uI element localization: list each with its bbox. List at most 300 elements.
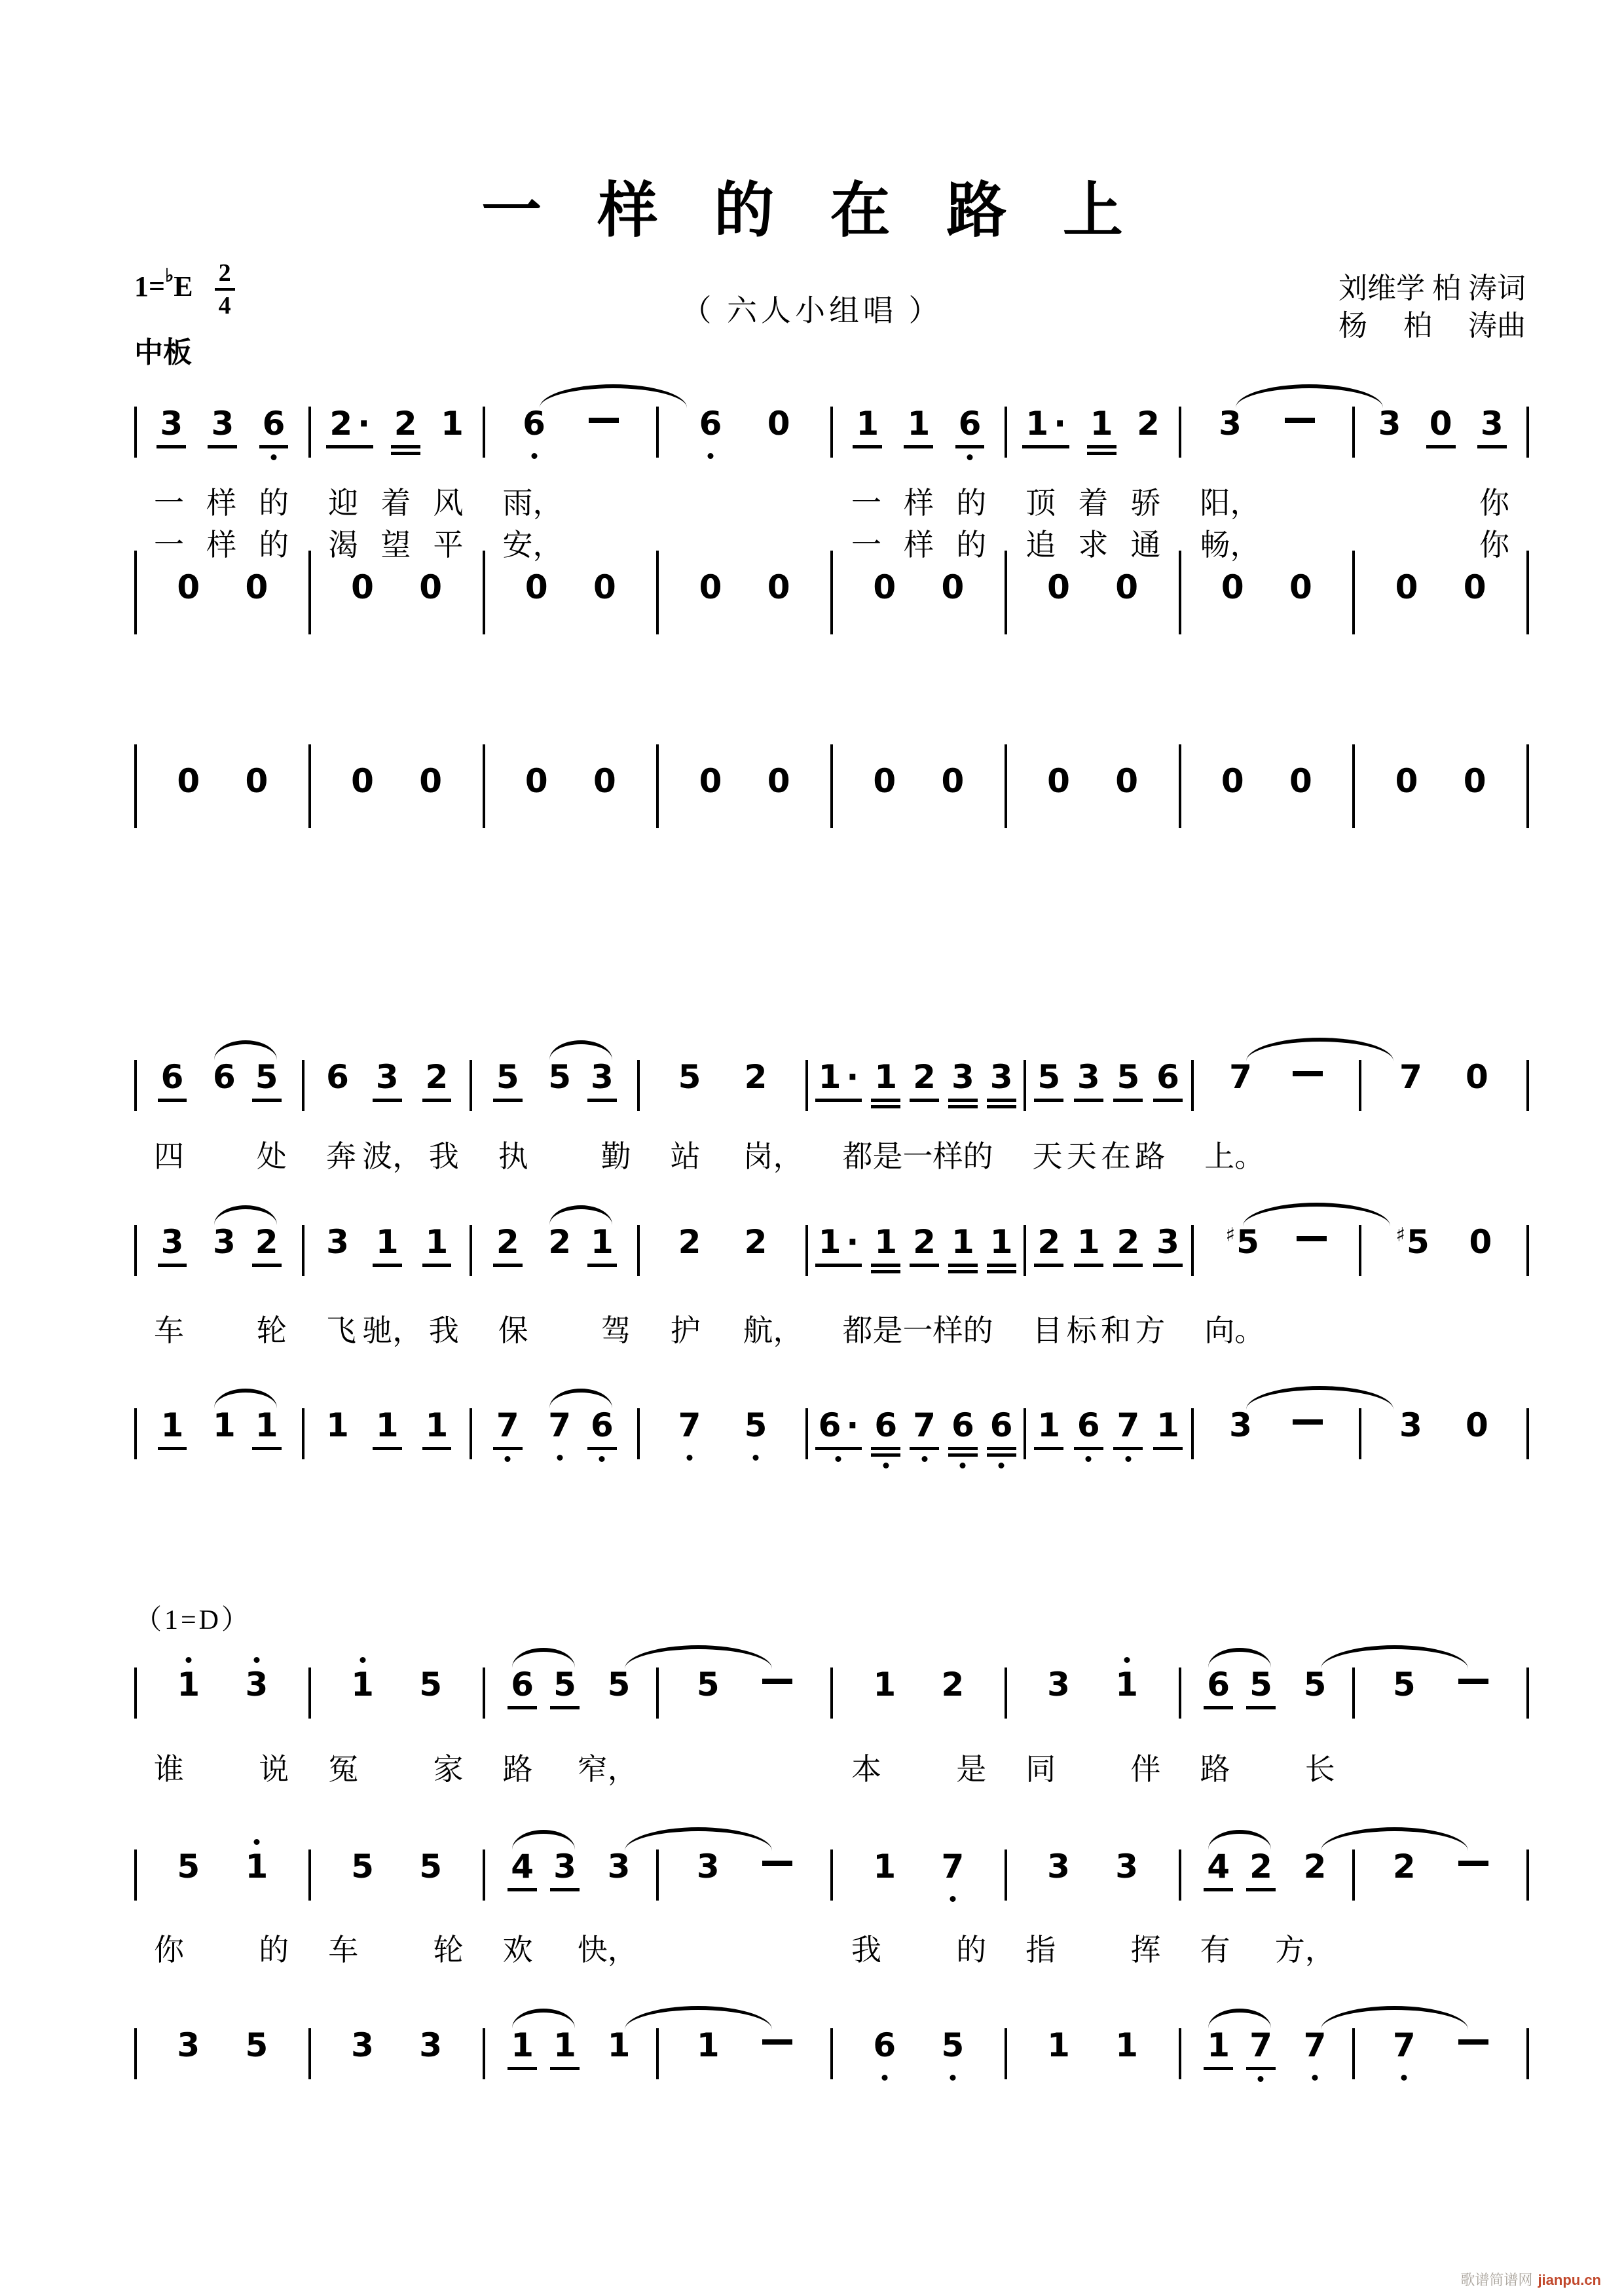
dash-icon <box>1293 1419 1323 1425</box>
note <box>496 1225 519 1259</box>
lyric-syllable: 天 <box>1066 1140 1097 1173</box>
lyric-measure <box>1181 527 1355 564</box>
note <box>326 1225 349 1259</box>
dash-note <box>1293 1060 1323 1094</box>
note <box>511 1667 534 1702</box>
note-value: 1 <box>255 1406 278 1444</box>
watermark-site-name: 歌谱简谱网 <box>1460 2272 1533 2288</box>
note <box>951 1408 974 1442</box>
lyric-measure <box>651 1313 823 1349</box>
note-value: 3 <box>1115 1848 1139 1886</box>
tie-arc-icon <box>540 384 687 408</box>
note <box>426 1225 449 1259</box>
augmentation-dot: · <box>358 405 371 443</box>
high-octave-dot <box>253 1839 259 1845</box>
note-value: 4 <box>511 1848 534 1886</box>
rest-note <box>942 570 965 604</box>
note-value: 3 <box>375 1058 399 1096</box>
measure <box>311 2028 483 2062</box>
lyric-syllable: 岗， <box>743 1140 803 1173</box>
note-value: 0 <box>1463 568 1486 606</box>
slur-group <box>213 1060 278 1094</box>
note <box>1304 2028 1327 2062</box>
measure <box>640 1225 805 1259</box>
note-value: 6 <box>1077 1406 1100 1444</box>
low-octave-dot <box>686 1455 692 1461</box>
note-value: 2 <box>744 1223 767 1261</box>
note <box>351 1667 374 1702</box>
lyric-syllable: 方， <box>1274 1933 1335 1967</box>
note-value: 5 <box>255 1058 278 1096</box>
measure <box>137 1060 302 1094</box>
lyric-syllable: 冤 <box>328 1753 359 1786</box>
lyric-syllable: 航， <box>743 1314 803 1347</box>
note-value: 5 <box>744 1406 767 1444</box>
note <box>548 1225 571 1259</box>
note-value: 6 <box>873 2026 896 2064</box>
lyric-syllable: 雨， <box>502 486 563 520</box>
note <box>1116 1225 1139 1259</box>
tie-arc-icon <box>1246 1038 1393 1061</box>
measure <box>485 2028 657 2062</box>
lyric-measure <box>1012 1139 1185 1175</box>
note-value: 0 <box>767 762 790 800</box>
rest-note <box>699 570 722 604</box>
note <box>213 1408 236 1442</box>
note-value: 2 <box>255 1223 278 1261</box>
s1-rests-1 <box>134 570 1529 672</box>
note <box>326 1408 349 1442</box>
note <box>1077 1060 1100 1094</box>
lyric-syllable: 处 <box>256 1140 287 1173</box>
low-octave-dot <box>999 1463 1005 1468</box>
note-value: 7 <box>496 1406 519 1444</box>
note <box>177 1667 200 1702</box>
lyric-syllable: 我 <box>428 1140 459 1173</box>
note-value: 1 <box>425 1406 449 1444</box>
credits <box>1338 270 1526 344</box>
low-octave-dot <box>708 453 714 459</box>
lyric-measure <box>1355 1751 1529 1788</box>
note-value: 1 <box>874 1058 898 1096</box>
barline <box>656 551 659 634</box>
note-value: 3 <box>1219 405 1242 443</box>
lyric-measure <box>822 1139 1012 1175</box>
low-octave-dot <box>1086 1456 1092 1462</box>
flat-icon: ♭ <box>165 266 174 287</box>
s3-melody <box>134 1644 1529 1737</box>
lyric-syllable: 望 <box>380 528 411 562</box>
lyric-syllable: 路 <box>502 1753 533 1786</box>
slur-group <box>1207 2028 1272 2062</box>
high-octave-dot <box>185 1657 191 1663</box>
note-value: 0 <box>419 568 443 606</box>
watermark-link[interactable]: jianpu.cn <box>1538 2272 1601 2288</box>
note-value: 0 <box>593 762 616 800</box>
barline <box>1005 744 1007 828</box>
note-value: 3 <box>1047 1666 1070 1704</box>
note <box>419 1850 442 1884</box>
note <box>213 1060 236 1094</box>
barline <box>1526 2028 1529 2079</box>
measure <box>659 407 830 441</box>
note-value: 2 <box>548 1223 572 1261</box>
note-value: 3 <box>211 405 234 443</box>
score <box>134 383 1529 2098</box>
augmentation-dot: · <box>846 1406 859 1444</box>
measure <box>485 764 657 798</box>
song-title: 一 样 的 在 路 上 <box>481 177 1143 244</box>
note <box>678 1060 701 1094</box>
lyric-syllable: 驰， <box>362 1314 423 1347</box>
measure <box>1355 764 1526 798</box>
note <box>1116 1408 1139 1442</box>
measure <box>659 764 830 798</box>
slur-group <box>548 1225 614 1259</box>
note-value: 3 <box>326 1223 349 1261</box>
note-value: 5 <box>696 1666 720 1704</box>
low-octave-dot <box>531 453 537 459</box>
measure <box>304 1060 470 1094</box>
lyric-syllable: 着 <box>1078 486 1109 520</box>
measure <box>1007 1667 1179 1702</box>
note-value: 6 <box>958 405 982 443</box>
note <box>990 1225 1013 1259</box>
lyric-syllable: 站 <box>670 1140 701 1173</box>
note <box>678 1408 701 1442</box>
barline <box>1526 744 1529 828</box>
lyric-syllable: 飞 <box>325 1314 356 1347</box>
rest-note <box>873 570 896 604</box>
note-value: 3 <box>245 1666 268 1704</box>
low-octave-dot <box>881 2075 887 2081</box>
measure <box>472 1060 637 1094</box>
lyric-measure <box>308 1751 483 1788</box>
note-value: 1 <box>212 1406 236 1444</box>
dash-note <box>1458 1850 1488 1884</box>
note-value: 2 <box>496 1223 519 1261</box>
note <box>1226 1225 1259 1264</box>
note <box>351 1850 374 1884</box>
note-value: 3 <box>989 1058 1013 1096</box>
note <box>1115 1667 1138 1702</box>
dash-icon <box>1458 2039 1488 2045</box>
note <box>874 1408 897 1442</box>
note-value: 2 <box>1249 1848 1272 1886</box>
note <box>913 1408 936 1442</box>
note-value: 0 <box>1047 762 1070 800</box>
measure <box>311 764 483 798</box>
note <box>697 1667 720 1702</box>
dash-note <box>1293 1408 1323 1442</box>
lyric-syllable: 挥 <box>1130 1933 1161 1967</box>
key-tonic: E <box>174 270 193 303</box>
dash-note <box>762 1667 792 1702</box>
time-denominator: 4 <box>218 292 231 319</box>
low-octave-dot <box>967 454 972 460</box>
note-value: 1 <box>351 1666 374 1704</box>
note-value: 0 <box>1465 1406 1488 1444</box>
measure <box>640 1408 805 1442</box>
lyric-syllable: 和 <box>1101 1314 1131 1347</box>
measure <box>1194 1408 1359 1442</box>
rest-note <box>177 570 200 604</box>
measure <box>311 407 483 441</box>
lyric-syllable: 路 <box>1200 1753 1230 1786</box>
lyric-syllable: 方 <box>1135 1314 1166 1347</box>
note-value: 5 <box>678 1058 701 1096</box>
note-value: 6 <box>951 1406 974 1444</box>
key-prefix: 1= <box>134 270 166 303</box>
measure <box>659 1667 830 1702</box>
note-value: 6 <box>591 1406 614 1444</box>
note-value: 5 <box>941 2026 965 2064</box>
lyricist-credit: 刘维学 柏 涛词 <box>1338 272 1526 304</box>
tie-arc-icon <box>1246 1386 1393 1410</box>
s3-lyrics-voice-2 <box>134 1932 1529 1969</box>
note-value: 0 <box>1289 568 1312 606</box>
composer-credit: 杨 柏 涛曲 <box>1338 310 1526 342</box>
note <box>1156 1060 1179 1094</box>
lyric-syllable: 风 <box>433 486 464 520</box>
slur-group <box>1207 1667 1272 1702</box>
measure <box>1181 1667 1353 1702</box>
lyric-syllable: 迎 <box>328 486 359 520</box>
low-octave-dot <box>950 1896 955 1902</box>
lyric-measure <box>134 1313 306 1349</box>
lyric-syllable: 快， <box>577 1933 638 1967</box>
note <box>548 1408 571 1442</box>
note-value: 3 <box>160 1223 184 1261</box>
note-value: 0 <box>941 568 965 606</box>
note-value: 2 <box>913 1223 936 1261</box>
rest-note <box>1466 1408 1488 1442</box>
note <box>1399 1060 1422 1094</box>
high-octave-dot <box>1124 1657 1130 1663</box>
slur-group <box>213 1408 278 1442</box>
note <box>419 1667 442 1702</box>
note-value: 0 <box>177 568 200 606</box>
note <box>1399 1408 1422 1442</box>
note-value: 6 <box>523 405 545 443</box>
measure <box>1355 570 1526 604</box>
barline <box>134 551 137 634</box>
lyric-syllable: 天 <box>1032 1140 1063 1173</box>
measure <box>1181 407 1353 441</box>
lyric-syllable: 一样的 <box>902 1314 993 1347</box>
slur-group <box>511 2028 576 2062</box>
sharp-icon: ♯ <box>1395 1224 1406 1247</box>
note <box>873 1667 896 1702</box>
note <box>942 2028 965 2062</box>
barline <box>1005 551 1007 634</box>
barline <box>1526 1408 1529 1459</box>
lyric-syllable: 标 <box>1066 1314 1097 1347</box>
note-value: 6 <box>212 1058 236 1096</box>
barline <box>656 744 659 828</box>
note-value: 0 <box>525 762 548 800</box>
measure <box>833 764 1005 798</box>
note-value: 6 <box>874 1406 898 1444</box>
slur-group <box>548 1060 614 1094</box>
note <box>951 1060 974 1094</box>
lyric-measure <box>1181 1751 1355 1788</box>
note <box>1090 407 1113 441</box>
note-value: 1 <box>874 1223 898 1261</box>
lyric-syllable: 样 <box>206 486 237 520</box>
system-1 <box>134 383 1529 866</box>
note <box>990 1408 1013 1442</box>
low-octave-dot <box>599 1456 605 1462</box>
note-value: 1 <box>245 1848 268 1886</box>
note <box>426 1408 449 1442</box>
low-octave-dot <box>883 1463 889 1468</box>
note <box>1229 1060 1252 1094</box>
note <box>745 1060 767 1094</box>
note-value: 1 <box>907 405 931 443</box>
barline <box>830 744 833 828</box>
lyric-syllable: 谁 <box>154 1753 184 1786</box>
note <box>376 1060 399 1094</box>
barline <box>483 551 485 634</box>
note <box>1037 1060 1060 1094</box>
measure <box>472 1408 637 1442</box>
measure <box>833 2028 1005 2062</box>
note-value: 1 <box>1025 405 1049 443</box>
measure <box>833 1667 1005 1702</box>
note <box>1156 1225 1179 1259</box>
lyric-measure <box>479 1313 651 1349</box>
note <box>913 1060 936 1094</box>
note <box>591 1225 614 1259</box>
note <box>1304 1850 1327 1884</box>
note <box>1116 1060 1139 1094</box>
rest-note <box>351 570 374 604</box>
note-value: 1 <box>607 2026 631 2064</box>
note-value: 6 <box>160 1058 184 1096</box>
lyric-syllable: 样 <box>206 528 237 562</box>
dash-icon <box>1285 418 1315 423</box>
lyric-syllable: 都 <box>842 1314 873 1347</box>
barline <box>308 551 311 634</box>
low-octave-dot <box>557 1455 563 1461</box>
lyric-measure <box>1181 1932 1355 1969</box>
measure <box>472 1225 637 1259</box>
note <box>160 407 183 441</box>
note-value: 0 <box>699 762 722 800</box>
note <box>548 1060 571 1094</box>
rest-note <box>1115 570 1138 604</box>
note <box>1047 2028 1070 2062</box>
dash-icon <box>762 1679 792 1684</box>
note <box>211 407 234 441</box>
lyric-measure <box>479 1139 651 1175</box>
note <box>1156 1408 1179 1442</box>
s3-lyrics-main <box>134 1751 1529 1788</box>
note <box>874 1225 897 1259</box>
s2-lyrics-main <box>134 1139 1529 1175</box>
lyric-syllable: 通 <box>1130 528 1161 562</box>
note-value: 5 <box>607 1666 631 1704</box>
note-value: 3 <box>419 2026 443 2064</box>
measure <box>640 1060 805 1094</box>
note <box>213 1225 236 1259</box>
note-value: 2 <box>1137 405 1160 443</box>
note-value: 5 <box>1303 1666 1327 1704</box>
lyric-syllable: 轮 <box>256 1314 287 1347</box>
note-value: 0 <box>1465 1058 1488 1096</box>
measure <box>1355 2028 1526 2062</box>
lyric-syllable: 一 <box>154 486 184 520</box>
note-value: 3 <box>1480 405 1504 443</box>
measure <box>137 1225 302 1259</box>
note-value: 3 <box>212 1223 236 1261</box>
rest-note <box>1469 1225 1492 1259</box>
slur-group <box>511 1850 576 1884</box>
barline <box>308 744 311 828</box>
note <box>1115 1850 1138 1884</box>
note-value: 7 <box>1249 2026 1272 2064</box>
note <box>1047 1667 1070 1702</box>
note-value: 1 <box>511 2026 534 2064</box>
rest-note <box>419 570 442 604</box>
note-value: 5 <box>496 1058 519 1096</box>
measure <box>1355 407 1526 441</box>
note <box>1025 407 1066 441</box>
lyric-syllable: 安， <box>502 528 563 562</box>
note <box>255 1408 278 1442</box>
measure <box>1361 1060 1526 1094</box>
measure <box>1007 1850 1179 1884</box>
lyric-measure <box>1185 1139 1357 1175</box>
lyric-syllable: 一 <box>154 528 184 562</box>
note <box>913 1225 936 1259</box>
note-value: 6 <box>1156 1058 1179 1096</box>
barline <box>134 744 137 828</box>
measure <box>304 1225 470 1259</box>
note <box>255 1060 278 1094</box>
note-value: 0 <box>941 762 965 800</box>
note <box>907 407 930 441</box>
lyric-measure <box>657 485 832 522</box>
note-value: 0 <box>245 568 268 606</box>
lyric-syllable: 一 <box>851 528 881 562</box>
note <box>1077 1408 1100 1442</box>
high-octave-dot <box>253 1657 259 1663</box>
lyric-measure <box>1357 1139 1529 1175</box>
s2-voice-3 <box>134 1385 1529 1478</box>
note-value: 5 <box>419 1666 443 1704</box>
note-value: 1 <box>591 1223 614 1261</box>
note <box>1037 1408 1060 1442</box>
note <box>1207 1667 1230 1702</box>
note-value: 0 <box>351 762 374 800</box>
dash-note <box>1458 2028 1488 2062</box>
low-octave-dot <box>960 1463 966 1468</box>
note-value: 0 <box>1221 762 1244 800</box>
rest-note <box>1115 764 1138 798</box>
lyric-syllable: 的 <box>956 1933 987 1967</box>
lyric-syllable: 目 <box>1032 1314 1063 1347</box>
note <box>177 1850 200 1884</box>
song-subtitle: （ 六人小组唱 ） <box>681 294 943 327</box>
lyric-syllable: 畅， <box>1200 528 1261 562</box>
s2-lyrics-voice-2 <box>134 1313 1529 1349</box>
rest-note <box>1464 764 1486 798</box>
measure <box>485 570 657 604</box>
measure <box>137 1667 308 1702</box>
dash-icon <box>1297 1236 1327 1241</box>
